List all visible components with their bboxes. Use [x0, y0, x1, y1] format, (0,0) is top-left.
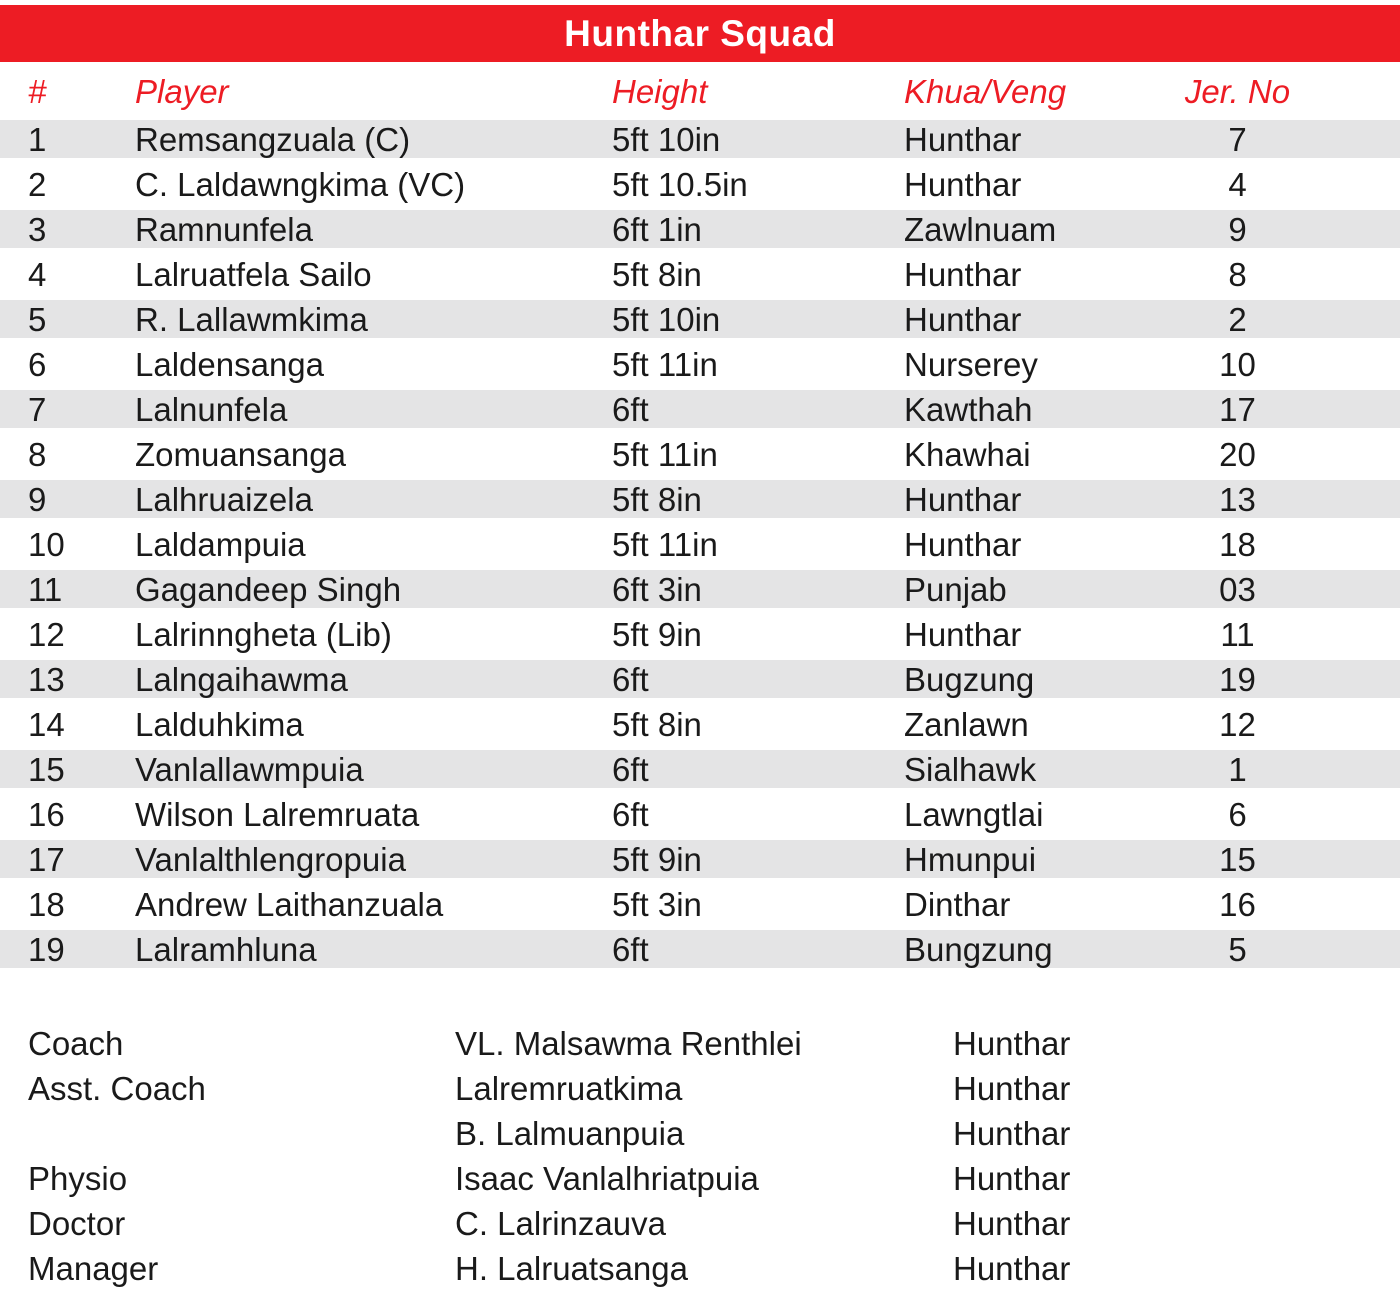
squad-header-row — [0, 69, 1400, 113]
player-khua-veng: Hunthar — [904, 165, 1022, 203]
row-filler — [1335, 660, 1400, 698]
player-row — [0, 840, 1400, 878]
row-filler — [1335, 480, 1400, 518]
player-name: Lalhruaizela — [135, 480, 612, 518]
player-number: 10 — [28, 525, 65, 563]
row-filler — [1335, 390, 1400, 428]
player-height: 5ft 11in — [612, 435, 718, 473]
player-row — [0, 570, 1400, 608]
player-number: 4 — [28, 255, 47, 293]
player-name: C. Laldawngkima (VC) — [135, 165, 466, 203]
player-jersey-no: 12 — [1219, 705, 1256, 743]
staff-name: B. Lalmuanpuia — [455, 1115, 685, 1152]
row-filler — [1335, 750, 1400, 788]
squad-sheet — [0, 5, 1400, 1291]
staff-role: Doctor — [28, 1205, 126, 1242]
player-row — [0, 795, 1400, 833]
player-khua-veng: Hunthar — [904, 480, 1140, 518]
player-jersey-no: 03 — [1140, 570, 1335, 608]
player-khua-veng: Lawngtlai — [904, 795, 1044, 833]
player-number: 12 — [28, 615, 65, 653]
player-jersey-no: 17 — [1140, 390, 1335, 428]
player-number: 2 — [28, 165, 47, 203]
staff-row — [0, 1156, 1400, 1201]
player-row — [0, 930, 1400, 968]
player-number: 9 — [0, 480, 135, 518]
row-filler — [1335, 705, 1400, 743]
staff-role: Coach — [28, 1025, 124, 1062]
player-khua-veng: Hmunpui — [904, 840, 1140, 878]
player-khua-veng: Zanlawn — [904, 705, 1029, 743]
player-khua-veng: Kawthah — [904, 390, 1140, 428]
player-number: 7 — [0, 390, 135, 428]
staff-khua-veng: Hunthar — [953, 1070, 1071, 1107]
staff-name: Isaac Vanlalhriatpuia — [455, 1160, 759, 1197]
player-jersey-no: 15 — [1140, 840, 1335, 878]
player-name: Lalngaihawma — [135, 660, 612, 698]
player-row — [0, 165, 1400, 203]
player-name: Lalnunfela — [135, 390, 612, 428]
player-number: 14 — [28, 705, 65, 743]
player-row — [0, 210, 1400, 248]
row-filler — [1335, 525, 1400, 563]
player-row — [0, 885, 1400, 923]
player-number: 6 — [28, 345, 47, 383]
player-number: 11 — [0, 570, 135, 608]
player-row — [0, 705, 1400, 743]
row-filler — [1335, 435, 1400, 473]
player-name: Zomuansanga — [135, 435, 346, 473]
player-jersey-no: 18 — [1219, 525, 1256, 563]
player-height: 5ft 10.5in — [612, 165, 748, 203]
player-name: Remsangzuala (C) — [135, 120, 612, 158]
staff-khua-veng: Hunthar — [953, 1160, 1071, 1197]
staff-row — [0, 1111, 1400, 1156]
row-filler — [1335, 615, 1400, 653]
player-name: Lalramhluna — [135, 930, 612, 968]
player-khua-veng: Hunthar — [904, 120, 1140, 158]
staff-name: VL. Malsawma Renthlei — [455, 1025, 802, 1062]
player-number: 5 — [0, 300, 135, 338]
player-number: 15 — [0, 750, 135, 788]
player-row — [0, 255, 1400, 293]
col-header-filler — [1335, 69, 1400, 113]
player-name: Laldampuia — [135, 525, 306, 563]
staff-role — [0, 1111, 455, 1156]
player-name: Andrew Laithanzuala — [135, 885, 444, 923]
player-name: Laldensanga — [135, 345, 325, 383]
player-khua-veng: Nurserey — [904, 345, 1038, 383]
player-height: 5ft 8in — [612, 705, 702, 743]
player-jersey-no: 6 — [1228, 795, 1247, 833]
player-row — [0, 345, 1400, 383]
player-number: 17 — [0, 840, 135, 878]
staff-row — [0, 1201, 1400, 1246]
staff-role: Manager — [28, 1250, 159, 1287]
player-khua-veng: Hunthar — [904, 300, 1140, 338]
player-height: 5ft 9in — [612, 615, 702, 653]
player-name: Vanlallawmpuia — [135, 750, 612, 788]
row-filler — [1335, 120, 1400, 158]
staff-role: Asst. Coach — [28, 1070, 206, 1107]
player-khua-veng: Hunthar — [904, 525, 1022, 563]
player-name: Ramnunfela — [135, 210, 612, 248]
player-jersey-no: 11 — [1220, 615, 1255, 653]
page-title: Hunthar Squad — [564, 12, 836, 54]
player-number: 18 — [28, 885, 65, 923]
player-height: 5ft 11in — [612, 525, 718, 563]
player-name: Vanlalthlengropuia — [135, 840, 612, 878]
player-height: 5ft 11in — [612, 345, 718, 383]
col-header-height: Height — [612, 72, 708, 110]
player-height: 6ft 1in — [612, 210, 904, 248]
squad-table — [0, 62, 1400, 975]
player-name: Lalrinngheta (Lib) — [135, 615, 392, 653]
staff-khua-veng: Hunthar — [953, 1205, 1071, 1242]
staff-row — [0, 1246, 1400, 1291]
player-height: 6ft — [612, 930, 904, 968]
col-header-jersey-no: Jer. No — [1184, 72, 1291, 110]
player-row — [0, 525, 1400, 563]
row-filler — [1335, 840, 1400, 878]
player-height: 5ft 3in — [612, 885, 702, 923]
player-row — [0, 120, 1400, 158]
player-name: R. Lallawmkima — [135, 300, 612, 338]
player-khua-veng: Zawlnuam — [904, 210, 1140, 248]
player-khua-veng: Bungzung — [904, 930, 1140, 968]
player-khua-veng: Khawhai — [904, 435, 1031, 473]
player-jersey-no: 19 — [1140, 660, 1335, 698]
col-header-khua-veng: Khua/Veng — [904, 72, 1067, 110]
player-khua-veng: Bugzung — [904, 660, 1140, 698]
player-jersey-no: 2 — [1140, 300, 1335, 338]
player-jersey-no: 8 — [1228, 255, 1247, 293]
player-height: 5ft 10in — [612, 120, 904, 158]
player-height: 6ft — [612, 390, 904, 428]
player-name: Lalruatfela Sailo — [135, 255, 372, 293]
player-jersey-no: 13 — [1140, 480, 1335, 518]
player-jersey-no: 4 — [1228, 165, 1247, 203]
player-jersey-no: 7 — [1140, 120, 1335, 158]
player-name: Wilson Lalremruata — [135, 795, 420, 833]
player-khua-veng: Dinthar — [904, 885, 1011, 923]
staff-row — [0, 1066, 1400, 1111]
player-height: 5ft 8in — [612, 480, 904, 518]
row-filler — [1335, 345, 1400, 383]
player-row — [0, 300, 1400, 338]
player-height: 6ft — [612, 660, 904, 698]
player-khua-veng: Punjab — [904, 570, 1140, 608]
row-filler — [1335, 795, 1400, 833]
player-row — [0, 615, 1400, 653]
player-row — [0, 390, 1400, 428]
player-khua-veng: Hunthar — [904, 255, 1022, 293]
staff-row — [0, 1021, 1400, 1066]
player-number: 16 — [28, 795, 65, 833]
staff-role: Physio — [28, 1160, 128, 1197]
row-filler — [1335, 930, 1400, 968]
player-jersey-no: 5 — [1140, 930, 1335, 968]
player-jersey-no: 1 — [1140, 750, 1335, 788]
player-height: 6ft — [612, 795, 649, 833]
title-bar — [0, 5, 1400, 62]
row-filler — [1335, 210, 1400, 248]
staff-khua-veng: Hunthar — [953, 1250, 1071, 1287]
staff-name: Lalremruatkima — [455, 1070, 683, 1107]
staff-name: C. Lalrinzauva — [455, 1205, 666, 1242]
player-row — [0, 750, 1400, 788]
staff-khua-veng: Hunthar — [953, 1025, 1071, 1062]
player-height: 5ft 9in — [612, 840, 904, 878]
player-jersey-no: 9 — [1140, 210, 1335, 248]
col-header-number: # — [28, 72, 47, 110]
player-khua-veng: Sialhawk — [904, 750, 1140, 788]
row-filler — [1335, 255, 1400, 293]
player-height: 5ft 8in — [612, 255, 702, 293]
col-header-player: Player — [135, 72, 229, 110]
player-jersey-no: 20 — [1219, 435, 1256, 473]
player-number: 1 — [0, 120, 135, 158]
row-filler — [1335, 885, 1400, 923]
staff-khua-veng: Hunthar — [953, 1115, 1071, 1152]
player-row — [0, 480, 1400, 518]
row-filler — [1335, 300, 1400, 338]
staff-table — [0, 1021, 1400, 1291]
player-number: 13 — [0, 660, 135, 698]
player-name: Gagandeep Singh — [135, 570, 612, 608]
staff-name: H. Lalruatsanga — [455, 1250, 688, 1287]
row-filler — [1335, 570, 1400, 608]
player-jersey-no: 16 — [1219, 885, 1256, 923]
player-number: 3 — [0, 210, 135, 248]
player-name: Lalduhkima — [135, 705, 304, 743]
player-height: 5ft 10in — [612, 300, 904, 338]
player-height: 6ft — [612, 750, 904, 788]
player-number: 19 — [0, 930, 135, 968]
player-jersey-no: 10 — [1219, 345, 1256, 383]
player-khua-veng: Hunthar — [904, 615, 1022, 653]
player-number: 8 — [28, 435, 47, 473]
player-row — [0, 435, 1400, 473]
player-row — [0, 660, 1400, 698]
row-filler — [1335, 165, 1400, 203]
player-height: 6ft 3in — [612, 570, 904, 608]
